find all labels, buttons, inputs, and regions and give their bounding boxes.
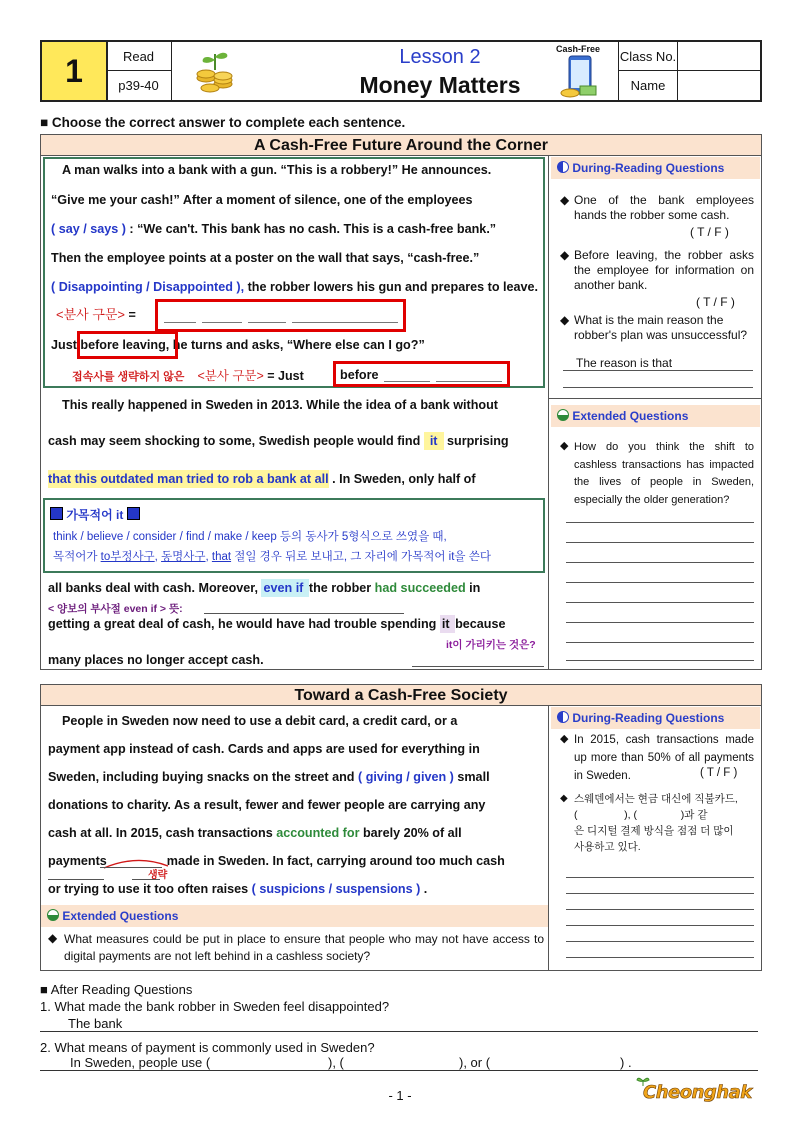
side1-q3: What is the main reason the robber's plan was unsuccessful?	[574, 313, 748, 342]
passage-text: Sweden, including buying snacks on the street and	[48, 770, 358, 784]
it-highlight: it	[424, 432, 444, 450]
answer-line[interactable]	[566, 522, 754, 523]
answer-line[interactable]	[566, 925, 754, 926]
grammar-box-line-2	[53, 548, 491, 564]
lesson-label: Lesson 2	[399, 46, 481, 68]
conjunction-answer-box[interactable]	[333, 361, 510, 387]
side1-q2: Before leaving, the robber asks the employee for information on another bank.	[574, 248, 754, 292]
passage-line-4: Then the employee points at a poster on the wall that says, “cash-free.”	[51, 251, 480, 265]
it-answer-line[interactable]	[412, 666, 544, 667]
passage2-line-1: People in Sweden now need to use a debit card, a credit card, or a	[62, 714, 458, 728]
grammar-term: that	[211, 551, 232, 563]
square-icon	[50, 507, 63, 520]
answer-line[interactable]	[566, 941, 754, 942]
class-no-label: Class No.	[618, 42, 678, 71]
unit-number: 1	[42, 42, 108, 100]
before-word: before	[340, 368, 379, 382]
answer-line[interactable]	[566, 562, 754, 563]
answer-line[interactable]	[563, 370, 753, 371]
passage2-line-3	[48, 768, 490, 786]
grammar-box	[43, 498, 545, 573]
had-succeeded: had succeeded	[374, 581, 466, 595]
answer-line[interactable]	[566, 582, 754, 583]
payments-word: payments	[48, 854, 107, 868]
choice-disappointing[interactable]: ( Disappointing / Disappointed ),	[51, 280, 245, 294]
side1-extended-q: How do you think the shift to cashless transactions has impacted the lives of people in Sweden, especially the older generation?	[574, 441, 754, 506]
passage-text: cash at all. In 2015, cash transactions	[48, 826, 277, 840]
passage-text: in	[465, 581, 481, 595]
half-circle-icon	[47, 909, 59, 921]
answer-line[interactable]	[566, 877, 754, 878]
grammar-box-title	[50, 506, 140, 523]
cashfree-label: Cash-Free	[555, 44, 600, 54]
diamond-bullet-icon: ◆	[560, 440, 569, 452]
passage-p3-line-3: many places no longer accept cash.	[48, 653, 264, 667]
it-question: it이 가리키는 것은?	[446, 639, 536, 651]
passage-p2-line-2	[48, 432, 509, 450]
lesson-title: Money Matters	[359, 72, 521, 98]
grammar-box-title-text: 가목적어 it	[66, 508, 124, 522]
extended-questions-header	[551, 405, 760, 427]
extended-questions-header-2	[41, 905, 548, 927]
equals-sign: =	[125, 308, 136, 322]
side2-q2	[574, 791, 756, 855]
phone-payment-icon	[560, 55, 598, 99]
grammar-box-line-1: think / believe / consider / find / make / keep 등의 동사가 5형식으로 쓰였을 때,	[53, 531, 447, 543]
half-circle-icon	[557, 711, 569, 723]
grammar-text: ,	[154, 551, 162, 563]
choice-say-says[interactable]: ( say / says )	[51, 222, 126, 236]
during-reading-header-2	[551, 707, 760, 729]
passage-text: . In Sweden, only half of	[328, 472, 476, 486]
side1-q2-tf[interactable]: ( T / F )	[696, 295, 735, 309]
passage-line-2: “Give me your cash!” After a moment of silence, one of the employees	[51, 193, 473, 207]
after-reading-a2-sep2: ), or (	[459, 1055, 491, 1070]
grammar-text: 절일 경우 뒤로 보내고, 그 자리에 가목적어 it을 쓴다	[231, 551, 491, 563]
passage-line-1: A man walks into a bank with a gun. “This is a robbery!” He announces.	[62, 163, 492, 177]
answer-line[interactable]	[566, 660, 754, 661]
even-if-highlight: even if	[263, 581, 307, 595]
passage-p3-line-2	[48, 615, 505, 633]
page-range: p39-40	[106, 71, 172, 100]
answer-line[interactable]	[566, 622, 754, 623]
diamond-bullet-icon: ◆	[560, 248, 570, 262]
passage-text: made in Sweden. In fact, carrying around too much cash	[166, 854, 505, 868]
side1-q1-tf[interactable]: ( T / F )	[690, 225, 729, 239]
passage-p2-line-3	[48, 470, 476, 488]
passage-text: all banks deal with cash. Moreover,	[48, 581, 262, 595]
side2-q1: In 2015, cash transactions made up more than 50% of all payments in Sweden.	[574, 734, 754, 782]
answer-line[interactable]	[566, 957, 754, 958]
conjunction-note-text: 접속사를 생략하지 않은	[72, 371, 185, 383]
name-field[interactable]	[678, 71, 760, 100]
brand-logo: Cheonghak	[643, 1082, 752, 1103]
class-no-field[interactable]	[678, 42, 760, 71]
after-reading-a2-start: In Sweden, people use (	[70, 1055, 211, 1070]
answer-line[interactable]	[566, 542, 754, 543]
passage-text: the robber lowers his gun and prepares to leave.	[244, 280, 539, 294]
side2-q2-line[interactable]: ( ), ( )과 같	[574, 809, 708, 821]
participle-label: <분사 구문>	[197, 369, 264, 383]
diamond-bullet-icon: ◆	[560, 733, 569, 745]
square-icon	[127, 507, 140, 520]
passage2-line-2: payment app instead of cash. Cards and apps are used for everything in	[48, 742, 480, 756]
after-reading-a2-end: ) .	[620, 1055, 632, 1070]
column-divider	[548, 706, 549, 971]
passage2-line-4: donations to charity. As a result, fewer and fewer people are carrying any	[48, 798, 486, 812]
section2-title: Toward a Cash-Free Society	[40, 684, 762, 706]
passage-text: getting a great deal of cash, he would have had trouble spending	[48, 617, 440, 631]
diamond-bullet-icon: ◆	[560, 793, 568, 804]
grammar-text: 목적어가	[53, 551, 101, 563]
passage2-line-5	[48, 824, 462, 842]
side2-q2-line: 스웨덴에서는 현금 대신에 직불카드,	[574, 793, 738, 805]
grammar-text: ,	[205, 551, 212, 563]
page-number: - 1 -	[388, 1088, 412, 1103]
grammar-term: 동명사구	[161, 551, 206, 563]
half-circle-icon	[557, 161, 569, 173]
diamond-bullet-icon: ◆	[560, 193, 570, 207]
answer-line[interactable]	[566, 909, 754, 910]
passage-p2-line-1: This really happened in Sweden in 2013. While the idea of a bank without	[62, 398, 498, 412]
passage-text: barely 20% of all	[359, 826, 462, 840]
worksheet-header	[40, 40, 762, 102]
just-text: = Just	[263, 369, 304, 383]
section1-title: A Cash-Free Future Around the Corner	[40, 134, 762, 156]
participle-prompt	[56, 306, 136, 324]
choice-suspicions[interactable]: ( suspicions / suspensions )	[251, 882, 421, 896]
even-if-note: < 양보의 부사절 even if > 뜻:	[48, 603, 183, 615]
side2-q2-line: 은 디지털 결제 방식을 점점 더 많이	[574, 825, 734, 837]
section2-extended-q: What measures could be put in place to ensure that people who may not have access to digital payments are not left behind in a cashless society?	[64, 932, 544, 963]
after-reading-q1: 1. What made the bank robber in Sweden feel disappointed?	[40, 999, 390, 1014]
during-reading-title: During-Reading Questions	[572, 711, 725, 725]
participle-answer-box[interactable]	[155, 299, 406, 332]
passage-line-5	[51, 278, 538, 296]
conjunction-note	[72, 366, 304, 384]
passage2-line-7	[48, 880, 427, 898]
answer-line[interactable]	[563, 387, 753, 388]
side1-q1: One of the bank employees hands the robber some cash.	[574, 193, 754, 222]
money-plant-icon	[192, 48, 238, 94]
real-object-clause: that this outdated man tried to rob a bank at all	[48, 472, 329, 486]
passage-text: .	[420, 882, 428, 896]
side-divider	[549, 398, 761, 399]
side1-q3-answer: The reason is that	[576, 356, 673, 370]
name-label: Name	[618, 71, 678, 100]
extended-questions-title: Extended Questions	[62, 909, 179, 923]
during-reading-title: During-Reading Questions	[572, 161, 725, 175]
after-reading-a2-sep1: ), (	[328, 1055, 344, 1070]
choice-giving-given[interactable]: ( giving / given )	[358, 770, 454, 784]
passage-text: he turns and asks, “Where else can I go?”	[169, 338, 425, 352]
answer-line[interactable]	[566, 642, 754, 643]
column-divider	[548, 156, 549, 670]
passage-line-3	[51, 220, 496, 238]
passage-text: or trying to use it too often raises	[48, 882, 252, 896]
read-label: Read	[106, 42, 172, 71]
passage-text: surprising	[443, 434, 509, 448]
grammar-term: to부정사구	[100, 551, 155, 563]
after-answer-line-1[interactable]	[40, 1031, 758, 1032]
after-reading-a1: The bank	[68, 1016, 123, 1031]
passage-text: Just	[51, 338, 81, 352]
even-if-answer-line[interactable]	[204, 613, 404, 614]
passage-text: the robber	[308, 581, 375, 595]
extended-questions-title: Extended Questions	[572, 409, 689, 423]
instruction: ■ Choose the correct answer to complete each sentence.	[40, 115, 406, 130]
passage-text: : “We can't. This bank has no cash. This is a cash-free bank.”	[125, 222, 497, 236]
passage-text: cash may seem shocking to some, Swedish people would find	[48, 434, 424, 448]
passage-text: small	[453, 770, 490, 784]
diamond-bullet-icon: ◆	[48, 931, 58, 945]
it-highlight: it	[441, 617, 454, 631]
during-reading-header	[551, 157, 760, 179]
diamond-bullet-icon: ◆	[560, 313, 570, 327]
side2-q2-line: 사용하고 있다.	[574, 841, 641, 853]
side2-q1-tf[interactable]: ( T / F )	[700, 767, 738, 779]
participle-label: <분사 구문>	[56, 307, 126, 322]
half-circle-icon	[557, 409, 569, 421]
answer-line[interactable]	[566, 893, 754, 894]
after-reading-q2: 2. What means of payment is commonly used in Sweden?	[40, 1040, 375, 1055]
answer-line[interactable]	[566, 602, 754, 603]
after-answer-line-2[interactable]	[40, 1070, 758, 1071]
passage-text: because	[455, 617, 506, 631]
before-leaving: before leaving,	[80, 338, 170, 352]
after-reading-header: ■ After Reading Questions	[40, 982, 193, 997]
accounted-for: accounted for	[276, 826, 360, 840]
omission-note: 생략	[148, 870, 168, 881]
passage-p3-line-1	[48, 579, 480, 597]
before-leaving-box	[77, 331, 178, 359]
